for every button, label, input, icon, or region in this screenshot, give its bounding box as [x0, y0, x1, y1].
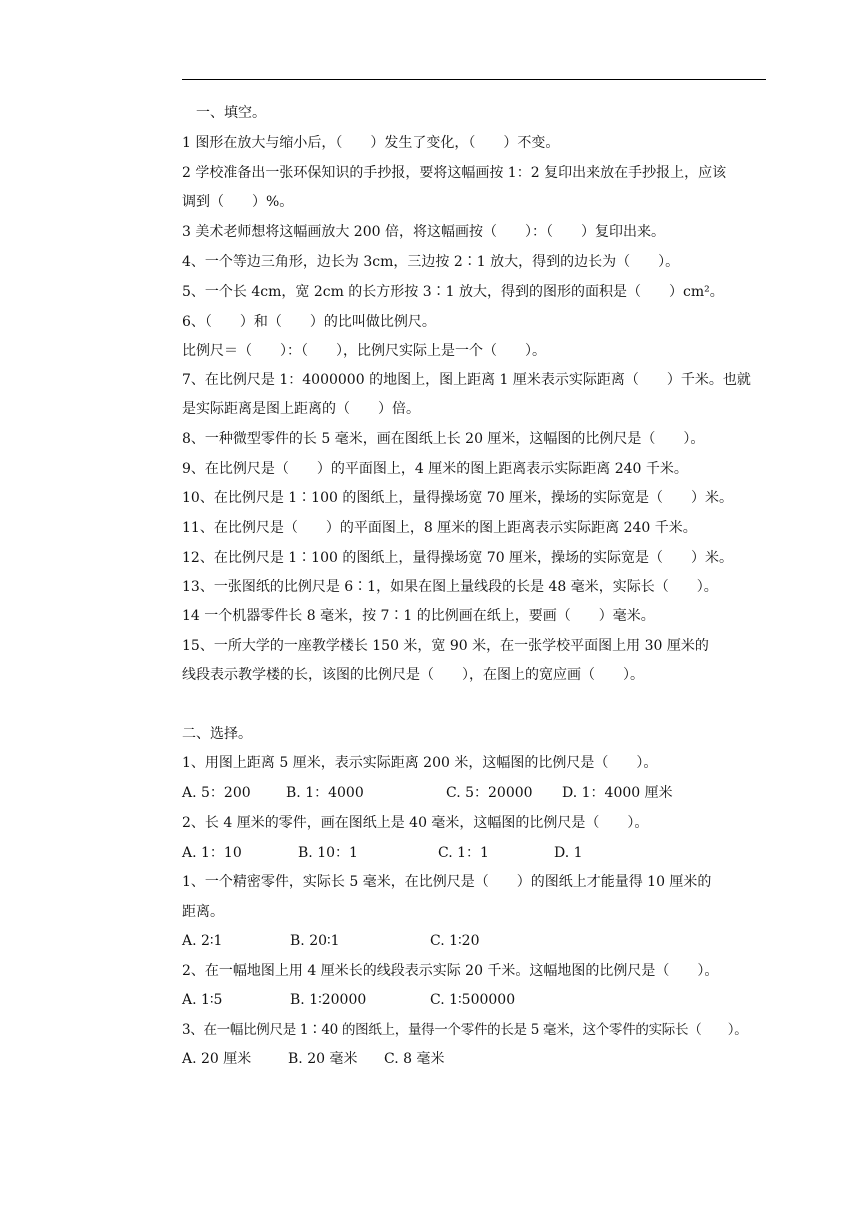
fill-question-4: 4、一个等边三角形，边长为 3cm，三边按 2∶1 放大，得到的边长为（ ）。 [182, 254, 680, 270]
header-rule [182, 79, 766, 80]
choice-5-option-c: C. 8 毫米 [384, 1051, 445, 1067]
fill-question-11: 11、在比例尺是（ ）的平面图上，8 厘米的图上距离表示实际距离 240 千米。 [182, 520, 697, 536]
choice-question-5: 3、在一幅比例尺是 1∶40 的图纸上，量得一个零件的长是 5 毫米，这个零件的实际长（ ）。 [182, 1022, 748, 1038]
choice-3-option-c: C. 1∶20 [430, 933, 480, 949]
fill-question-2-cont: 调到（ ）%。 [182, 194, 294, 210]
choice-1-option-d: D. 1：4000 厘米 [562, 785, 673, 801]
fill-question-15: 15、一所大学的一座教学楼长 150 米，宽 90 米，在一张学校平面图上用 30 厘米的 [182, 638, 709, 654]
choice-1-option-c: C. 5：20000 [446, 785, 533, 801]
fill-question-8: 8、一种微型零件的长 5 毫米，画在图纸上长 20 厘米，这幅图的比例尺是（ ）。 [182, 431, 705, 447]
fill-question-6-cont: 比例尺＝（ ）：（ ），比例尺实际上是一个（ ）。 [182, 343, 546, 359]
choice-question-3-cont: 距离。 [182, 904, 224, 920]
choice-4-option-b: B. 1∶20000 [290, 992, 367, 1008]
choice-5-option-b: B. 20 毫米 [288, 1051, 358, 1067]
choice-5-option-a: A. 20 厘米 [182, 1051, 252, 1067]
choice-3-option-b: B. 20∶1 [290, 933, 340, 949]
choice-1-option-a: A. 5：200 [182, 785, 251, 801]
fill-question-10: 10、在比例尺是 1∶100 的图纸上，量得操场宽 70 厘米，操场的实际宽是（ ）米。 [182, 490, 734, 506]
fill-question-15-cont: 线段表示教学楼的长，该图的比例尺是（ ），在图上的宽应画（ ）。 [182, 667, 644, 683]
choice-question-2: 2、长 4 厘米的零件，画在图纸上是 40 毫米，这幅图的比例尺是（ ）。 [182, 815, 649, 831]
fill-question-3: 3 美术老师想将这幅画放大 200 倍，将这幅画按（ ）：（ ）复印出来。 [182, 224, 665, 240]
choice-question-3: 1、一个精密零件，实际长 5 毫米，在比例尺是（ ）的图纸上才能量得 10 厘米的 [182, 874, 712, 890]
fill-question-2: 2 学校准备出一张环保知识的手抄报，要将这幅画按 1：2 复印出来放在手抄报上，应该 [182, 165, 727, 181]
fill-question-5: 5、一个长 4cm，宽 2cm 的长方形按 3∶1 放大，得到的图形的面积是（ ）cm²。 [182, 284, 724, 300]
choice-question-4: 2、在一幅地图上用 4 厘米长的线段表示实际 20 千米。这幅地图的比例尺是（ ）。 [182, 963, 719, 979]
section2-heading: 二、选择。 [182, 726, 252, 742]
choice-1-option-b: B. 1：4000 [286, 785, 364, 801]
fill-question-12: 12、在比例尺是 1∶100 的图纸上，量得操场宽 70 厘米，操场的实际宽是（ ）米。 [182, 550, 734, 566]
choice-2-option-d: D. 1 [554, 845, 583, 861]
choice-2-option-b: B. 10：1 [298, 845, 358, 861]
fill-question-13: 13、一张图纸的比例尺是 6∶1，如果在图上量线段的长是 48 毫米，实际长（ ）。 [182, 579, 718, 595]
choice-2-option-a: A. 1：10 [182, 845, 242, 861]
choice-4-option-c: C. 1∶500000 [430, 992, 516, 1008]
fill-question-1: 1 图形在放大与缩小后，（ ）发生了变化，（ ）不变。 [182, 135, 560, 151]
fill-question-7: 7、在比例尺是 1：4000000 的地图上，图上距离 1 厘米表示实际距离（ ）千米。也就 [182, 372, 751, 388]
choice-4-option-a: A. 1∶5 [182, 992, 223, 1008]
choice-question-1: 1、用图上距离 5 厘米，表示实际距离 200 米，这幅图的比例尺是（ ）。 [182, 755, 658, 771]
section1-heading: 一、填空。 [196, 105, 266, 121]
choice-3-option-a: A. 2∶1 [182, 933, 223, 949]
fill-question-14: 14 一个机器零件长 8 毫米，按 7∶1 的比例画在纸上，要画（ ）毫米。 [182, 608, 655, 624]
choice-2-option-c: C. 1：1 [438, 845, 489, 861]
fill-question-7-cont: 是实际距离是图上距离的（ ）倍。 [182, 401, 420, 417]
fill-question-6: 6、（ ）和（ ）的比叫做比例尺。 [182, 314, 436, 330]
fill-question-9: 9、在比例尺是（ ）的平面图上，4 厘米的图上距离表示实际距离 240 千米。 [182, 461, 688, 477]
